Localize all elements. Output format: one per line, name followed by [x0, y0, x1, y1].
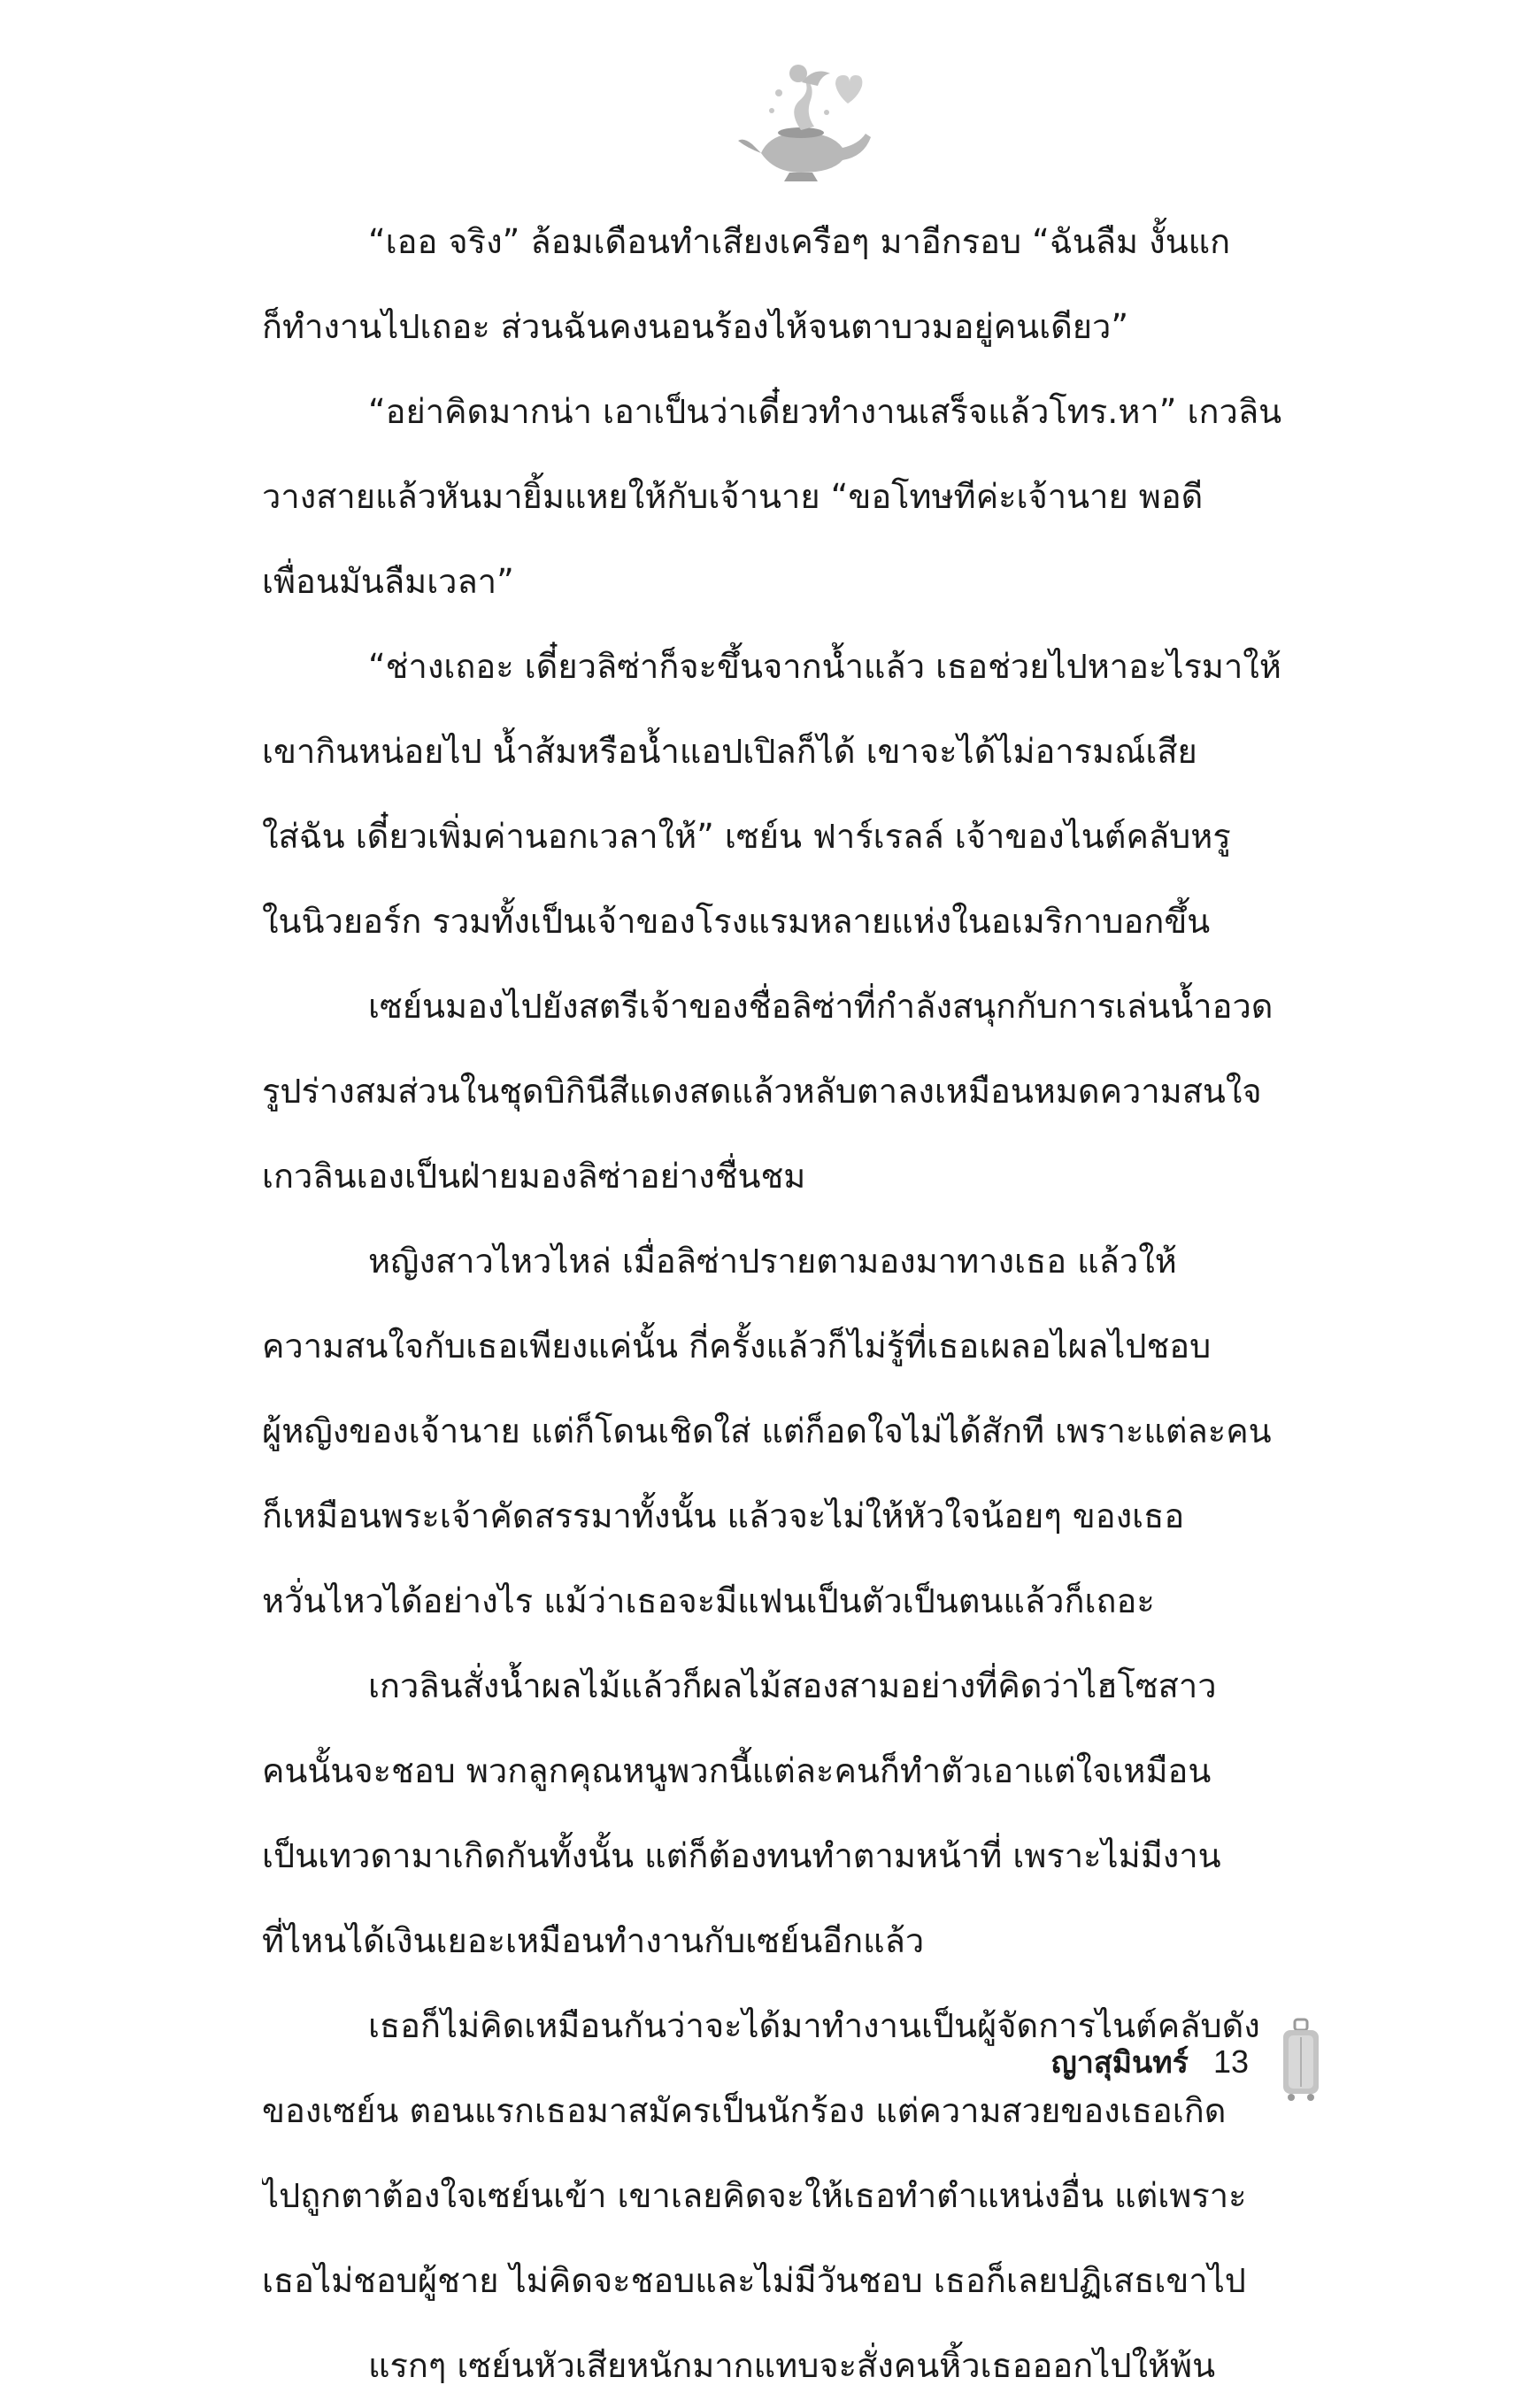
text-line: เพื่อนมันลืมเวลา” [262, 562, 514, 601]
text-line: ก็ทำงานไปเถอะ ส่วนฉันคงนอนร้องไห้จนตาบวมอยู่คนเดียว” [262, 307, 1129, 346]
page-number: 13 [1212, 2043, 1249, 2080]
text-line: เธอก็ไม่คิดเหมือนกันว่าจะได้มาทำงานเป็นผู้จัดการไนต์คลับดัง [368, 2006, 1260, 2045]
text-line: เธอไม่ชอบผู้ชาย ไม่คิดจะชอบและไม่มีวันชอบ เธอก็เลยปฏิเสธเขาไป [262, 2261, 1246, 2300]
page-footer [1051, 2027, 1321, 2097]
text-line: ผู้หญิงของเจ้านาย แต่ก็โดนเชิดใส่ แต่ก็อดใจไม่ได้สักที เพราะแต่ละคน [262, 1412, 1272, 1450]
text-line: เกวลินเองเป็นฝ่ายมองลิซ่าอย่างชื่นชม [262, 1157, 806, 1196]
text-line: เขากินหน่อยไป น้ำส้มหรือน้ำแอปเปิลก็ได้ เขาจะได้ไม่อารมณ์เสีย [262, 732, 1197, 771]
text-line: ก็เหมือนพระเจ้าคัดสรรมาทั้งนั้น แล้วจะไม่ให้หัวใจน้อยๆ ของเธอ [262, 1496, 1185, 1535]
text-line: “อย่าคิดมากน่า เอาเป็นว่าเดี๋ยวทำงานเสร็จแล้วโทร.หา” เกวลิน [368, 392, 1282, 431]
text-line: หวั่นไหวได้อย่างไร แม้ว่าเธอจะมีแฟนเป็นตัวเป็นตนแล้วก็เถอะ [262, 1581, 1155, 1620]
text-line: แรกๆ เซย์นหัวเสียหนักมากแทบจะสั่งคนหิ้วเธอออกไปให้พ้น [368, 2346, 1216, 2385]
text-line: “เออ จริง” ล้อมเดือนทำเสียงเครือๆ มาอีกรอบ “ฉันลืม งั้นแก [368, 222, 1231, 261]
text-line: ความสนใจกับเธอเพียงแค่นั้น กี่ครั้งแล้วก็ไม่รู้ที่เธอเผลอไผลไปชอบ [262, 1327, 1212, 1366]
text-line: เซย์นมองไปยังสตรีเจ้าของชื่อลิซ่าที่กำลังสนุกกับการเล่นน้ำอวด [368, 987, 1274, 1026]
text-line: ไปถูกตาต้องใจเซย์นเข้า เขาเลยคิดจะให้เธอทำตำแหน่งอื่น แต่เพราะ [262, 2176, 1247, 2215]
text-line: “ช่างเถอะ เดี๋ยวลิซ่าก็จะขึ้นจากน้ำแล้ว เธอช่วยไปหาอะไรมาให้ [368, 647, 1281, 686]
text-line: ใส่ฉัน เดี๋ยวเพิ่มค่านอกเวลาให้” เซย์น ฟาร์เรลล์ เจ้าของไนต์คลับหรู [262, 817, 1231, 856]
text-line: วางสายแล้วหันมายิ้มแหยให้กับเจ้านาย “ขอโทษทีค่ะเจ้านาย พอดี [262, 477, 1204, 516]
text-line: รูปร่างสมส่วนในชุดบิกินีสีแดงสดแล้วหลับตาลงเหมือนหมดความสนใจ [262, 1072, 1262, 1111]
text-line: ในนิวยอร์ก รวมทั้งเป็นเจ้าของโรงแรมหลายแห่งในอเมริกาบอกขึ้น [262, 902, 1211, 941]
text-line: ของเซย์น ตอนแรกเธอมาสมัครเป็นนักร้อง แต่ความสวยของเธอเกิด [262, 2091, 1227, 2130]
magic-lamp-icon [726, 49, 876, 190]
text-line: เป็นเทวดามาเกิดกันทั้งนั้น แต่ก็ต้องทนทำตามหน้าที่ เพราะไม่มีงาน [262, 1836, 1221, 1875]
suitcase-icon [1281, 2018, 1321, 2106]
text-line: หญิงสาวไหวไหล่ เมื่อลิซ่าปรายตามองมาทางเธอ แล้วให้ [368, 1242, 1177, 1281]
text-line: ที่ไหนได้เงินเยอะเหมือนทำงานกับเซย์นอีกแล้ว [262, 1921, 925, 1960]
author-name: ญาสุมินทร์ [1050, 2045, 1189, 2081]
text-line: คนนั้นจะชอบ พวกลูกคุณหนูพวกนี้แต่ละคนก็ทำตัวเอาแต่ใจเหมือน [262, 1751, 1212, 1790]
text-line: เกวลินสั่งน้ำผลไม้แล้วก็ผลไม้สองสามอย่างที่คิดว่าไฮโซสาว [368, 1666, 1217, 1705]
